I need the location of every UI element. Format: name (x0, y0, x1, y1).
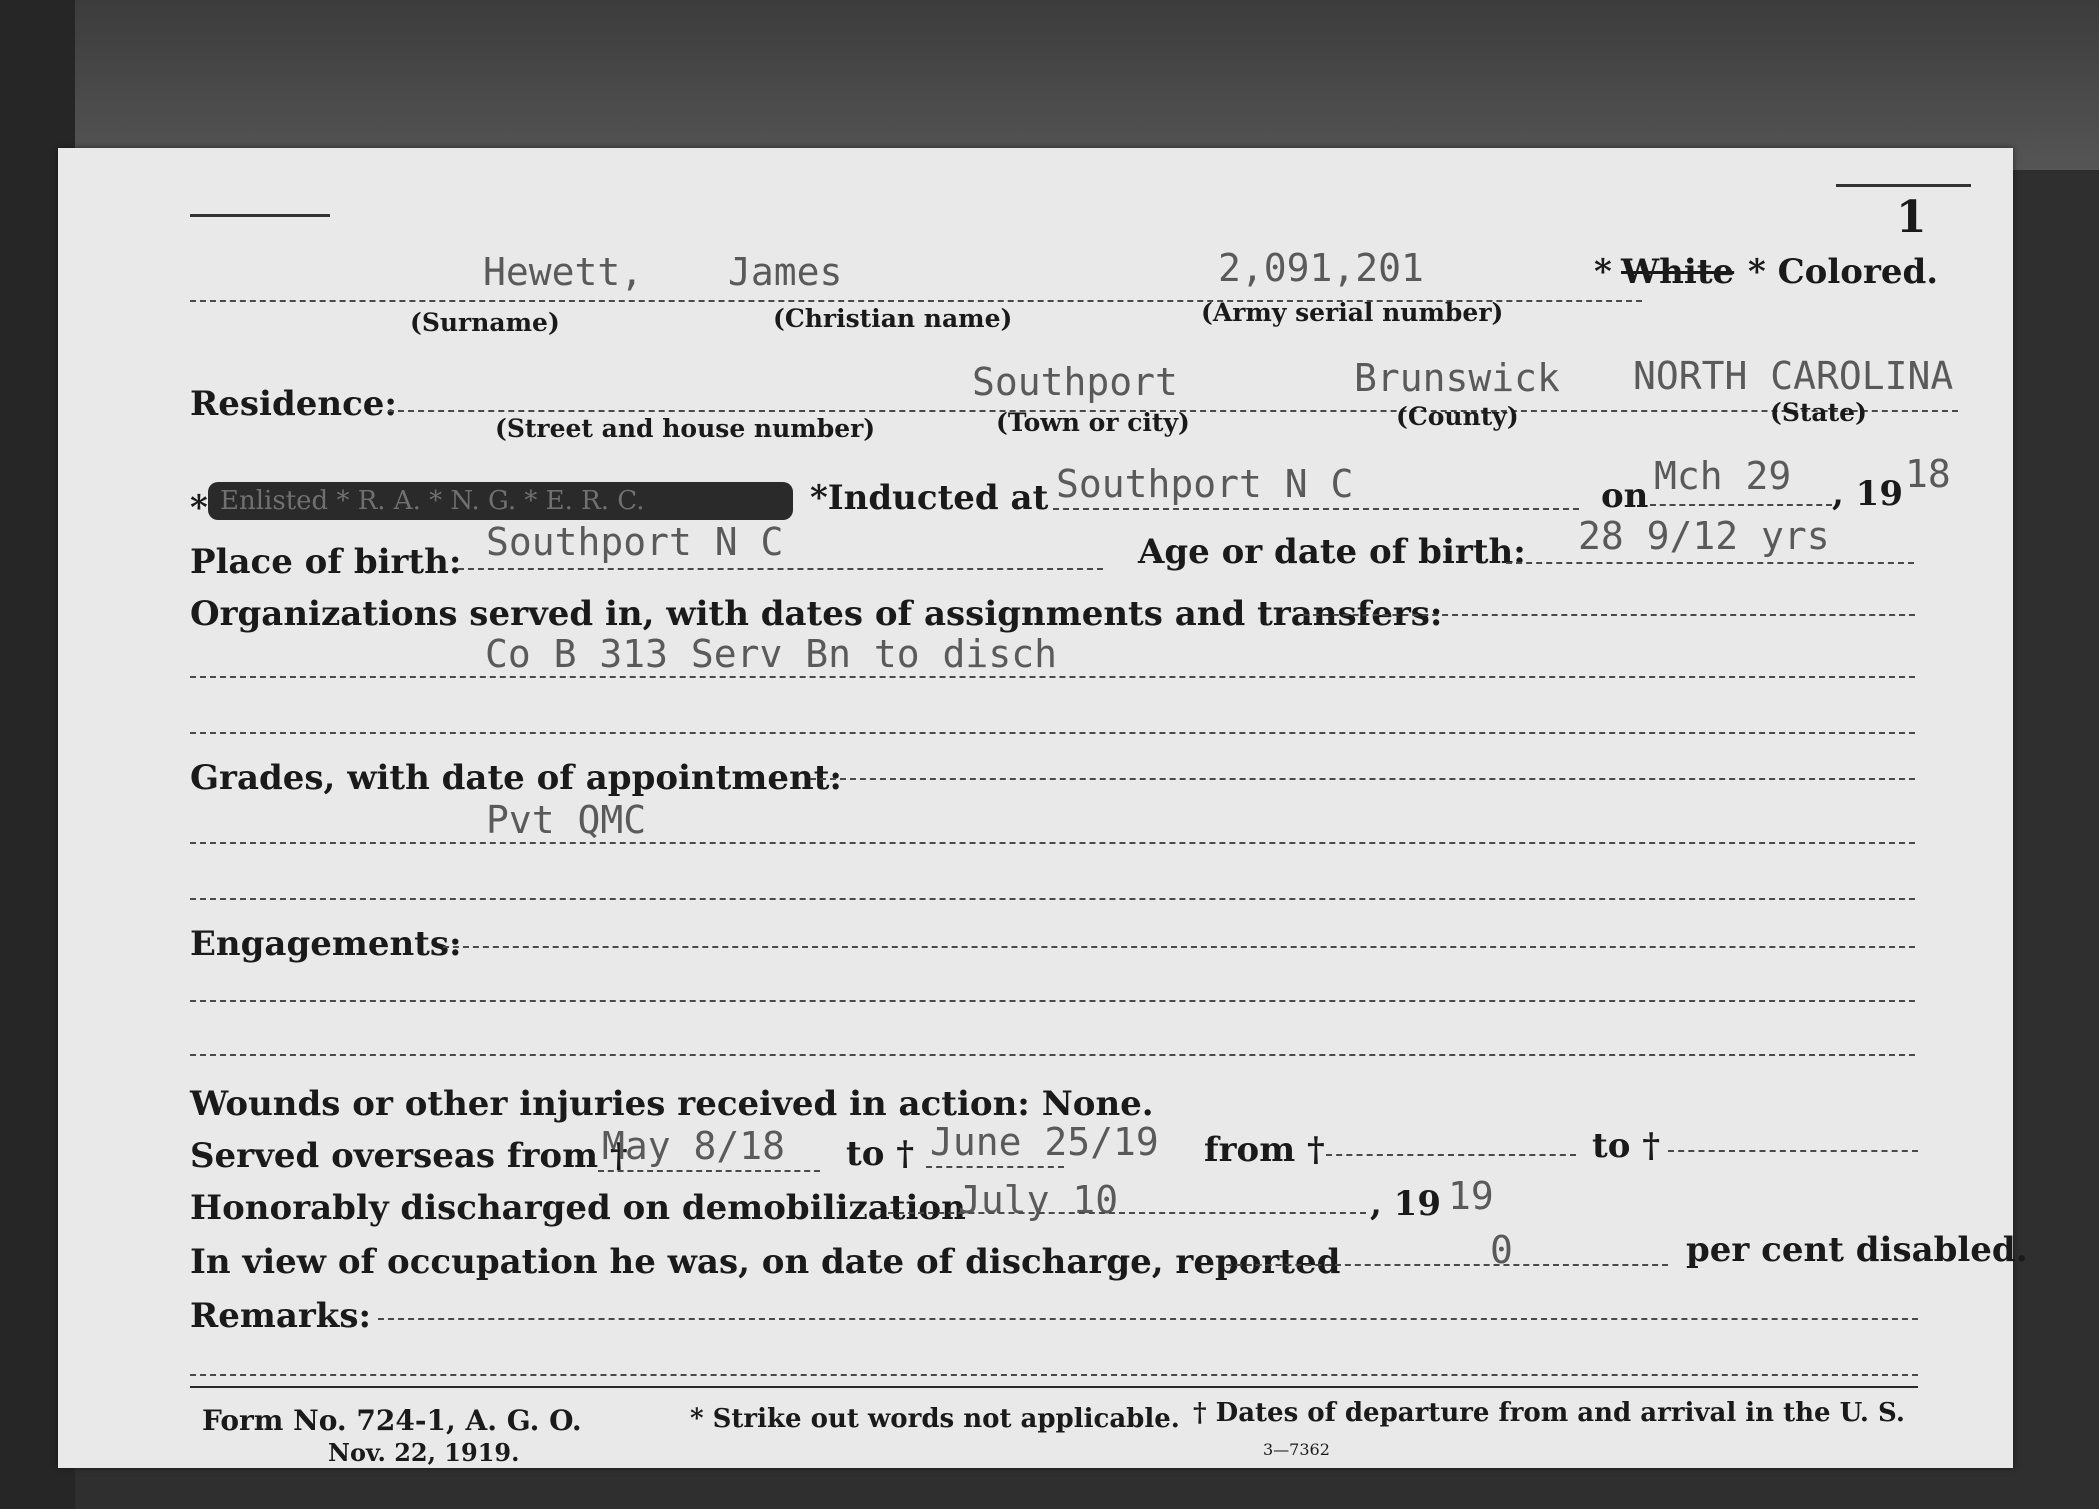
print-code: 3—7362 (1263, 1440, 1330, 1459)
inducted-line (1053, 508, 1579, 510)
engagements-label: Engagements: (190, 924, 462, 964)
christian-name-value: James (728, 250, 843, 294)
grades-line-1 (810, 778, 1915, 780)
footer-rule (190, 1386, 1918, 1388)
residence-label: Residence: (190, 384, 397, 424)
grades-label: Grades, with date of appointment: (190, 758, 842, 798)
discharge-date-line (888, 1212, 1366, 1214)
birth-place-line (458, 568, 1103, 570)
discharge-date-value: July 10 (958, 1178, 1119, 1222)
race-colored: * Colored. (1748, 252, 1939, 292)
overseas-to-label-1: to † (846, 1134, 914, 1174)
inducted-date-line (1650, 504, 1832, 506)
race-mark: * (1594, 252, 1612, 292)
discharge-label: Honorably discharged on demobilization (190, 1188, 966, 1228)
street-caption: (Street and house number) (495, 414, 876, 443)
remarks-label: Remarks: (190, 1296, 372, 1336)
organizations-label: Organizations served in, with dates of assignments and transfers: (190, 594, 1443, 634)
overseas-to-value: June 25/19 (930, 1120, 1159, 1164)
age-label: Age or date of birth: (1138, 532, 1526, 572)
disability-line (1226, 1264, 1668, 1266)
overseas-to-label-2: to † (1592, 1126, 1660, 1166)
card-number: 1 (1896, 192, 1927, 243)
service-record-card (58, 148, 2028, 1468)
form-date: Nov. 22, 1919. (328, 1438, 520, 1467)
overseas-from-line-2 (1326, 1154, 1576, 1156)
overseas-to-line (926, 1166, 1064, 1168)
surname-caption: (Surname) (410, 308, 560, 337)
inducted-label: *Inducted at (810, 478, 1049, 518)
overseas-from-line (598, 1170, 820, 1172)
inducted-place-value: Southport N C (1056, 462, 1354, 506)
disability-label: In view of occupation he was, on date of discharge, reported (190, 1242, 1341, 1282)
discharge-year-prefix: , 19 (1370, 1184, 1441, 1224)
form-number: Form No. 724-1, A. G. O. (202, 1404, 582, 1437)
organizations-value: Co B 313 Serv Bn to disch (485, 632, 1057, 676)
overseas-label: Served overseas from † (190, 1136, 628, 1176)
grades-value: Pvt QMC (486, 798, 647, 842)
birth-place-label: Place of birth: (190, 542, 462, 582)
state-caption: (State) (1770, 398, 1867, 427)
birth-place-value: Southport N C (486, 520, 784, 564)
residence-state-value: NORTH CAROLINA (1633, 354, 1954, 398)
background-top (0, 0, 2099, 170)
serial-caption: (Army serial number) (1201, 298, 1504, 327)
age-value: 28 9/12 yrs (1578, 514, 1830, 558)
inducted-on-label: on (1601, 476, 1649, 516)
age-line (1506, 562, 1914, 564)
remarks-line-1 (378, 1318, 1918, 1320)
grades-line-3 (190, 898, 1915, 900)
residence-town-value: Southport (972, 360, 1178, 404)
strike-note: * Strike out words not applicable. (690, 1404, 1180, 1434)
organizations-line-2 (190, 676, 1915, 678)
dates-note: † Dates of departure from and arrival in the U. S. (1193, 1398, 1905, 1428)
top-left-dash (190, 214, 330, 217)
remarks-line-2 (190, 1374, 1918, 1376)
engagements-line-1 (443, 946, 1915, 948)
top-right-dash (1836, 184, 1971, 187)
disability-suffix: per cent disabled. (1686, 1230, 2028, 1270)
engagements-line-2 (190, 1000, 1915, 1002)
town-caption: (Town or city) (996, 408, 1190, 437)
engagements-line-3 (190, 1054, 1915, 1056)
disability-value: 0 (1490, 1228, 1513, 1272)
inducted-date-value: Mch 29 (1654, 454, 1792, 498)
redacted-enlistment-types: Enlisted * R. A. * N. G. * E. R. C. (208, 482, 793, 520)
redaction-mark: * (190, 488, 208, 528)
overseas-from-value: May 8/18 (602, 1124, 786, 1168)
wounds-label: Wounds or other injuries received in action: None. (190, 1084, 1154, 1124)
serial-number-value: 2,091,201 (1218, 246, 1424, 290)
christian-name-caption: (Christian name) (773, 304, 1013, 333)
overseas-to-line-2 (1668, 1150, 1918, 1152)
organizations-line-3 (190, 732, 1915, 734)
grades-line-2 (190, 842, 1915, 844)
residence-county-value: Brunswick (1354, 356, 1560, 400)
race-white-struck: White (1621, 252, 1735, 292)
inducted-year-prefix: , 19 (1832, 474, 1903, 514)
overseas-from-label-2: from † (1204, 1130, 1325, 1170)
county-caption: (County) (1396, 402, 1519, 431)
surname-value: Hewett, (483, 250, 644, 294)
discharge-year-value: 19 (1448, 1174, 1494, 1218)
inducted-year-value: 18 (1905, 452, 1951, 496)
organizations-line-1 (1303, 614, 1915, 616)
